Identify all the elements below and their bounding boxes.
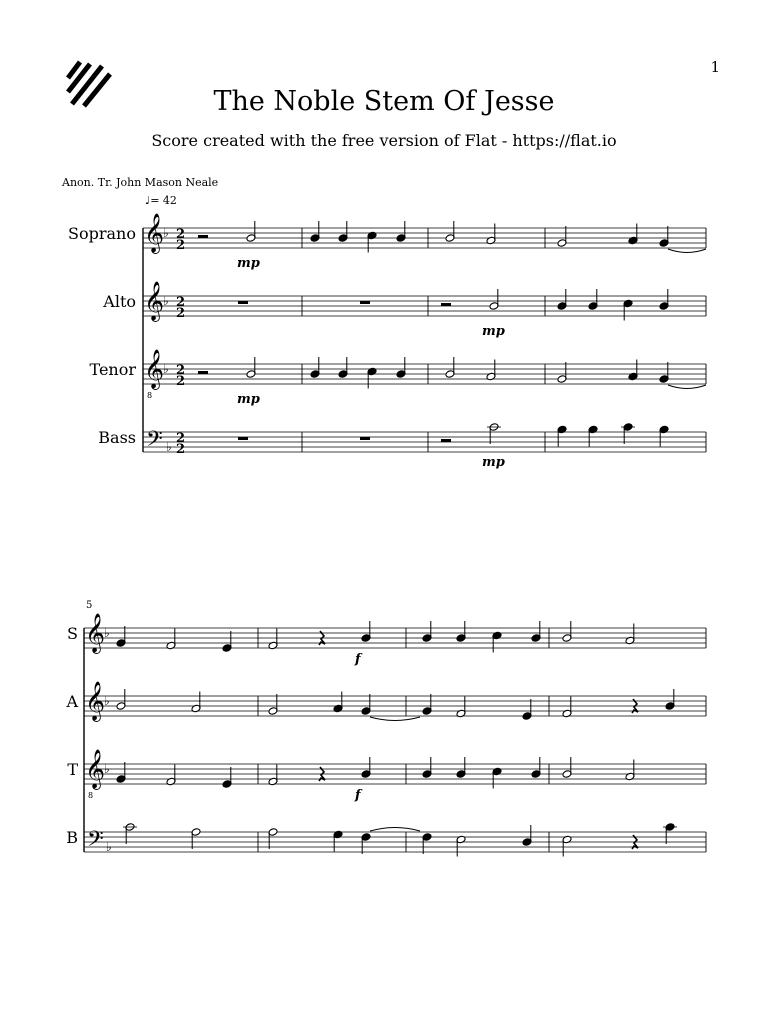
score-title: The Noble Stem Of Jesse xyxy=(213,86,555,117)
half-rest xyxy=(441,439,451,442)
treble-clef-icon: 𝄞 xyxy=(85,749,106,789)
tempo-marking: ♩= 42 xyxy=(145,194,177,207)
instrument-abbr-a: A xyxy=(66,692,78,711)
flat-icon: ♭ xyxy=(163,294,169,308)
instrument-name-alto: Alto xyxy=(103,292,136,311)
flat-icon: ♭ xyxy=(163,362,169,376)
instrument-name-soprano: Soprano xyxy=(68,224,136,243)
half-rest xyxy=(198,371,208,374)
flat-icon: ♭ xyxy=(104,694,110,708)
dynamic-mark: f xyxy=(355,788,361,803)
time-signature: 2 xyxy=(176,238,186,253)
treble-clef-icon: 𝄞 xyxy=(85,613,106,653)
octave-marker: 8 xyxy=(88,791,94,800)
tie xyxy=(668,249,706,253)
score-subtitle: Score created with the free version of Flat - https://flat.io xyxy=(151,131,617,150)
whole-rest xyxy=(238,437,248,440)
tie xyxy=(668,385,706,389)
instrument-abbr-b: B xyxy=(66,828,78,847)
bass-clef-icon: 𝄢 xyxy=(87,827,104,857)
octave-marker: 8 xyxy=(147,391,153,400)
treble-clef-icon: 𝄞 xyxy=(144,281,165,321)
instrument-abbr-t: T xyxy=(67,760,78,779)
page-number: 1 xyxy=(710,58,720,76)
dynamic-mark: mp xyxy=(237,256,260,271)
time-signature: 2 xyxy=(176,295,186,310)
time-signature: 2 xyxy=(176,363,186,378)
flat-icon: ♭ xyxy=(163,226,169,240)
flat-icon: ♭ xyxy=(104,762,110,776)
whole-rest xyxy=(360,301,370,304)
flat-icon: ♭ xyxy=(104,626,110,640)
measure-number: 5 xyxy=(86,600,93,611)
dynamic-mark: mp xyxy=(482,455,505,470)
time-signature: 2 xyxy=(176,374,186,389)
dynamic-mark: mp xyxy=(237,392,260,407)
half-rest xyxy=(441,303,451,306)
time-signature: 2 xyxy=(176,306,186,321)
bass-clef-icon: 𝄢 xyxy=(146,427,163,457)
composer-credit: Anon. Tr. John Mason Neale xyxy=(62,176,219,189)
time-signature: 2 xyxy=(176,442,186,457)
treble-clef-icon: 𝄞 xyxy=(144,349,165,389)
time-signature: 2 xyxy=(176,431,186,446)
whole-rest xyxy=(238,301,248,304)
flat-icon: ♭ xyxy=(106,840,112,854)
tie xyxy=(370,717,420,721)
instrument-name-bass: Bass xyxy=(98,428,136,447)
dynamic-mark: f xyxy=(355,652,361,667)
whole-rest xyxy=(360,437,370,440)
half-rest xyxy=(198,235,208,238)
treble-clef-icon: 𝄞 xyxy=(85,681,106,721)
instrument-abbr-s: S xyxy=(67,624,78,643)
instrument-name-tenor: Tenor xyxy=(89,360,136,379)
treble-clef-icon: 𝄞 xyxy=(144,213,165,253)
tie xyxy=(370,828,420,832)
time-signature: 2 xyxy=(176,227,186,242)
flat-icon: ♭ xyxy=(166,440,172,454)
dynamic-mark: mp xyxy=(482,324,505,339)
